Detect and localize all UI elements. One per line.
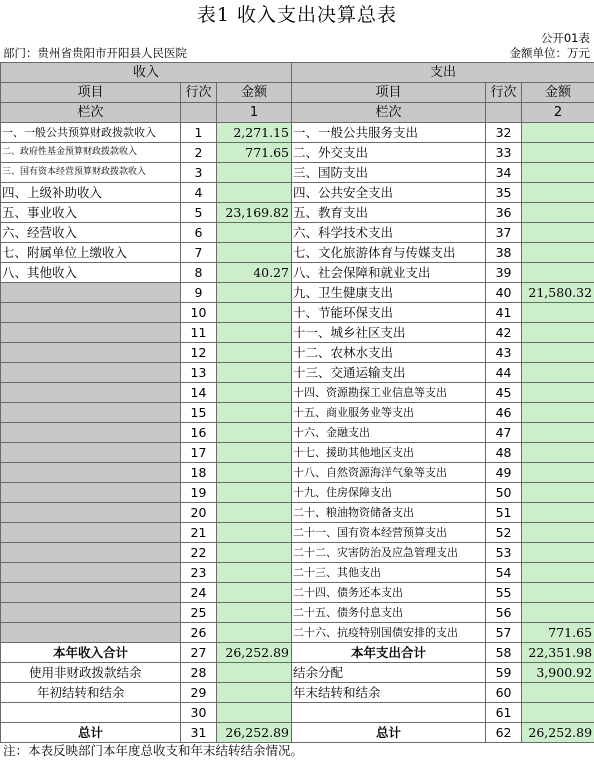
expense-lanci-number: 2 — [522, 103, 594, 123]
income-amount — [217, 563, 292, 583]
table-row — [1, 563, 594, 583]
income-item — [1, 543, 181, 563]
expense-summary-amount — [522, 703, 594, 723]
income-summary-line-no: 31 — [181, 723, 217, 743]
income-summary-item: 本年收入合计 — [1, 643, 181, 663]
expense-item: 十六、金融支出 — [292, 423, 486, 443]
summary-row — [1, 663, 594, 683]
expense-line-no: 42 — [486, 323, 522, 343]
table-row — [1, 243, 594, 263]
expense-amount — [522, 603, 594, 623]
expense-amount — [522, 263, 594, 283]
income-line-no: 22 — [181, 543, 217, 563]
income-item — [1, 603, 181, 623]
income-line-no: 19 — [181, 483, 217, 503]
income-line-no: 12 — [181, 343, 217, 363]
expense-amount — [522, 443, 594, 463]
expense-header: 支出 — [292, 63, 594, 83]
income-item: 三、国有资本经营预算财政拨款收入 — [1, 163, 181, 183]
income-line-no: 9 — [181, 283, 217, 303]
expense-line-no: 55 — [486, 583, 522, 603]
unit-label: 金额单位：万元 — [509, 46, 590, 60]
expense-amount — [522, 543, 594, 563]
income-lanci-label: 栏次 — [1, 103, 181, 123]
expense-item: 二十三、其他支出 — [292, 563, 486, 583]
income-item — [1, 623, 181, 643]
income-line-no: 1 — [181, 123, 217, 143]
income-line-no: 16 — [181, 423, 217, 443]
expense-amount — [522, 243, 594, 263]
table-row — [1, 123, 594, 143]
income-line-no: 20 — [181, 503, 217, 523]
table-row — [1, 403, 594, 423]
expense-item: 二十四、债务还本支出 — [292, 583, 486, 603]
table-row — [1, 623, 594, 643]
summary-row — [1, 643, 594, 663]
expense-line-no: 37 — [486, 223, 522, 243]
expense-line-no: 56 — [486, 603, 522, 623]
income-item: 八、其他收入 — [1, 263, 181, 283]
income-summary-amount — [217, 703, 292, 723]
income-amount — [217, 383, 292, 403]
expense-amount — [522, 183, 594, 203]
income-summary-line-no: 30 — [181, 703, 217, 723]
income-line-no: 3 — [181, 163, 217, 183]
expense-amount — [522, 343, 594, 363]
expense-item: 二十一、国有资本经营预算支出 — [292, 523, 486, 543]
expense-summary-amount: 3,900.92 — [522, 663, 594, 683]
income-line-no: 25 — [181, 603, 217, 623]
table-row — [1, 603, 594, 623]
expense-amount — [522, 323, 594, 343]
expense-line-no: 53 — [486, 543, 522, 563]
income-amount — [217, 303, 292, 323]
income-line-no: 13 — [181, 363, 217, 383]
expense-item: 十八、自然资源海洋气象等支出 — [292, 463, 486, 483]
income-summary-amount — [217, 683, 292, 703]
income-line-no: 8 — [181, 263, 217, 283]
expense-summary-item: 结余分配 — [292, 663, 486, 683]
expense-line-no: 41 — [486, 303, 522, 323]
income-summary-amount: 26,252.89 — [217, 723, 292, 743]
table-row — [1, 303, 594, 323]
summary-row — [1, 723, 594, 743]
income-summary-item: 年初结转和结余 — [1, 683, 181, 703]
expense-item: 十二、农林水支出 — [292, 343, 486, 363]
expense-item: 十、节能环保支出 — [292, 303, 486, 323]
expense-summary-amount: 26,252.89 — [522, 723, 594, 743]
income-item-header: 项目 — [1, 83, 181, 103]
footnote: 注：本表反映部门本年度总收支和年末结转结余情况。 — [3, 743, 304, 758]
expense-line-no: 54 — [486, 563, 522, 583]
expense-lanci-blank — [486, 103, 522, 123]
income-item — [1, 463, 181, 483]
expense-line-no: 43 — [486, 343, 522, 363]
income-item — [1, 283, 181, 303]
income-item: 四、上级补助收入 — [1, 183, 181, 203]
income-amount — [217, 543, 292, 563]
income-item — [1, 563, 181, 583]
expense-amount — [522, 423, 594, 443]
expense-line-no: 50 — [486, 483, 522, 503]
income-header: 收入 — [1, 63, 292, 83]
income-item — [1, 423, 181, 443]
table-title: 表1 收入支出决算总表 — [196, 4, 398, 26]
table-row — [1, 543, 594, 563]
income-summary-amount — [217, 663, 292, 683]
expense-amount — [522, 203, 594, 223]
department-label: 部门：贵州省贵阳市开阳县人民医院 — [3, 46, 187, 60]
expense-amount — [522, 223, 594, 243]
income-expense-table — [0, 62, 594, 743]
income-line-no: 14 — [181, 383, 217, 403]
expense-line-no: 51 — [486, 503, 522, 523]
expense-amount — [522, 463, 594, 483]
expense-item: 十四、资源勘探工业信息等支出 — [292, 383, 486, 403]
expense-line-no: 46 — [486, 403, 522, 423]
income-item: 五、事业收入 — [1, 203, 181, 223]
income-line-no: 26 — [181, 623, 217, 643]
expense-line-no: 45 — [486, 383, 522, 403]
expense-line-no: 36 — [486, 203, 522, 223]
income-lanci-blank — [181, 103, 217, 123]
expense-item: 二、外交支出 — [292, 143, 486, 163]
income-item — [1, 443, 181, 463]
expense-amount — [522, 483, 594, 503]
table-row — [1, 483, 594, 503]
expense-item: 二十五、债务付息支出 — [292, 603, 486, 623]
expense-line-header: 行次 — [486, 83, 522, 103]
table-row — [1, 503, 594, 523]
income-amount — [217, 503, 292, 523]
income-summary-amount: 26,252.89 — [217, 643, 292, 663]
income-line-no: 24 — [181, 583, 217, 603]
income-item — [1, 343, 181, 363]
income-line-no: 15 — [181, 403, 217, 423]
table-row — [1, 583, 594, 603]
income-amount: 23,169.82 — [217, 203, 292, 223]
expense-line-no: 35 — [486, 183, 522, 203]
income-item — [1, 483, 181, 503]
income-line-header: 行次 — [181, 83, 217, 103]
income-line-no: 4 — [181, 183, 217, 203]
expense-amount — [522, 363, 594, 383]
income-line-no: 10 — [181, 303, 217, 323]
expense-amount: 21,580.32 — [522, 283, 594, 303]
expense-summary-amount — [522, 683, 594, 703]
expense-summary-line-no: 62 — [486, 723, 522, 743]
expense-amount — [522, 303, 594, 323]
expense-amount — [522, 403, 594, 423]
expense-amount — [522, 523, 594, 543]
table-row — [1, 323, 594, 343]
expense-amount — [522, 583, 594, 603]
income-summary-item — [1, 703, 181, 723]
income-amount — [217, 583, 292, 603]
income-amount — [217, 283, 292, 303]
expense-line-no: 38 — [486, 243, 522, 263]
summary-row — [1, 703, 594, 723]
income-item — [1, 403, 181, 423]
income-item — [1, 323, 181, 343]
expense-summary-line-no: 60 — [486, 683, 522, 703]
expense-line-no: 57 — [486, 623, 522, 643]
table-row — [1, 343, 594, 363]
income-line-no: 7 — [181, 243, 217, 263]
income-item — [1, 503, 181, 523]
expense-amount-header: 金额 — [522, 83, 594, 103]
table-row — [1, 263, 594, 283]
expense-item-header: 项目 — [292, 83, 486, 103]
expense-line-no: 40 — [486, 283, 522, 303]
income-amount: 2,271.15 — [217, 123, 292, 143]
income-line-no: 2 — [181, 143, 217, 163]
table-row — [1, 463, 594, 483]
income-summary-line-no: 28 — [181, 663, 217, 683]
income-amount — [217, 403, 292, 423]
income-summary-item: 使用非财政拨款结余 — [1, 663, 181, 683]
expense-amount — [522, 123, 594, 143]
expense-amount — [522, 563, 594, 583]
income-amount — [217, 463, 292, 483]
income-amount — [217, 163, 292, 183]
expense-summary-item: 总计 — [292, 723, 486, 743]
expense-amount: 771.65 — [522, 623, 594, 643]
income-amount: 771.65 — [217, 143, 292, 163]
expense-line-no: 34 — [486, 163, 522, 183]
table-row — [1, 443, 594, 463]
income-amount: 40.27 — [217, 263, 292, 283]
expense-amount — [522, 163, 594, 183]
income-line-no: 5 — [181, 203, 217, 223]
income-line-no: 11 — [181, 323, 217, 343]
expense-item: 十一、城乡社区支出 — [292, 323, 486, 343]
table-row — [1, 383, 594, 403]
income-item: 六、经营收入 — [1, 223, 181, 243]
expense-item: 八、社会保障和就业支出 — [292, 263, 486, 283]
expense-item: 十三、交通运输支出 — [292, 363, 486, 383]
income-amount — [217, 443, 292, 463]
income-item: 一、一般公共预算财政拨款收入 — [1, 123, 181, 143]
income-summary-item: 总计 — [1, 723, 181, 743]
income-summary-line-no: 29 — [181, 683, 217, 703]
income-amount — [217, 623, 292, 643]
income-item — [1, 363, 181, 383]
expense-amount — [522, 383, 594, 403]
expense-item: 六、科学技术支出 — [292, 223, 486, 243]
income-item — [1, 523, 181, 543]
expense-summary-item — [292, 703, 486, 723]
table-row — [1, 523, 594, 543]
table-row — [1, 283, 594, 303]
income-amount — [217, 323, 292, 343]
expense-summary-item: 年末结转和结余 — [292, 683, 486, 703]
table-row — [1, 203, 594, 223]
expense-item: 二十六、抗疫特别国债安排的支出 — [292, 623, 486, 643]
income-amount — [217, 363, 292, 383]
table-row — [1, 223, 594, 243]
table-row — [1, 163, 594, 183]
table-row — [1, 423, 594, 443]
expense-item: 一、一般公共服务支出 — [292, 123, 486, 143]
income-amount — [217, 423, 292, 443]
income-item — [1, 383, 181, 403]
income-line-no: 21 — [181, 523, 217, 543]
income-amount — [217, 343, 292, 363]
expense-item: 五、教育支出 — [292, 203, 486, 223]
income-item — [1, 583, 181, 603]
income-item: 二、政府性基金预算财政拨款收入 — [1, 143, 181, 163]
income-amount — [217, 603, 292, 623]
expense-line-no: 32 — [486, 123, 522, 143]
income-amount-header: 金额 — [217, 83, 292, 103]
expense-amount — [522, 503, 594, 523]
expense-item: 七、文化旅游体育与传媒支出 — [292, 243, 486, 263]
expense-summary-line-no: 61 — [486, 703, 522, 723]
expense-line-no: 39 — [486, 263, 522, 283]
expense-item: 二十二、灾害防治及应急管理支出 — [292, 543, 486, 563]
income-line-no: 6 — [181, 223, 217, 243]
expense-line-no: 47 — [486, 423, 522, 443]
form-code: 公开01表 — [540, 31, 590, 45]
table-row — [1, 183, 594, 203]
expense-item: 九、卫生健康支出 — [292, 283, 486, 303]
income-item — [1, 303, 181, 323]
expense-item: 十七、援助其他地区支出 — [292, 443, 486, 463]
income-amount — [217, 243, 292, 263]
income-lanci-number: 1 — [217, 103, 292, 123]
expense-item: 二十、粮油物资储备支出 — [292, 503, 486, 523]
expense-amount — [522, 143, 594, 163]
expense-item: 十九、住房保障支出 — [292, 483, 486, 503]
expense-summary-item: 本年支出合计 — [292, 643, 486, 663]
income-amount — [217, 523, 292, 543]
expense-summary-line-no: 58 — [486, 643, 522, 663]
table-row — [1, 143, 594, 163]
income-summary-line-no: 27 — [181, 643, 217, 663]
summary-row — [1, 683, 594, 703]
income-amount — [217, 183, 292, 203]
expense-lanci-label: 栏次 — [292, 103, 486, 123]
income-amount — [217, 483, 292, 503]
income-line-no: 17 — [181, 443, 217, 463]
income-amount — [217, 223, 292, 243]
expense-line-no: 49 — [486, 463, 522, 483]
income-line-no: 23 — [181, 563, 217, 583]
income-item: 七、附属单位上缴收入 — [1, 243, 181, 263]
expense-item: 十五、商业服务业等支出 — [292, 403, 486, 423]
expense-line-no: 44 — [486, 363, 522, 383]
expense-item: 四、公共安全支出 — [292, 183, 486, 203]
expense-line-no: 48 — [486, 443, 522, 463]
table-row — [1, 363, 594, 383]
expense-line-no: 52 — [486, 523, 522, 543]
expense-line-no: 33 — [486, 143, 522, 163]
expense-item: 三、国防支出 — [292, 163, 486, 183]
meta-row — [0, 45, 594, 62]
expense-summary-line-no: 59 — [486, 663, 522, 683]
expense-summary-amount: 22,351.98 — [522, 643, 594, 663]
income-line-no: 18 — [181, 463, 217, 483]
